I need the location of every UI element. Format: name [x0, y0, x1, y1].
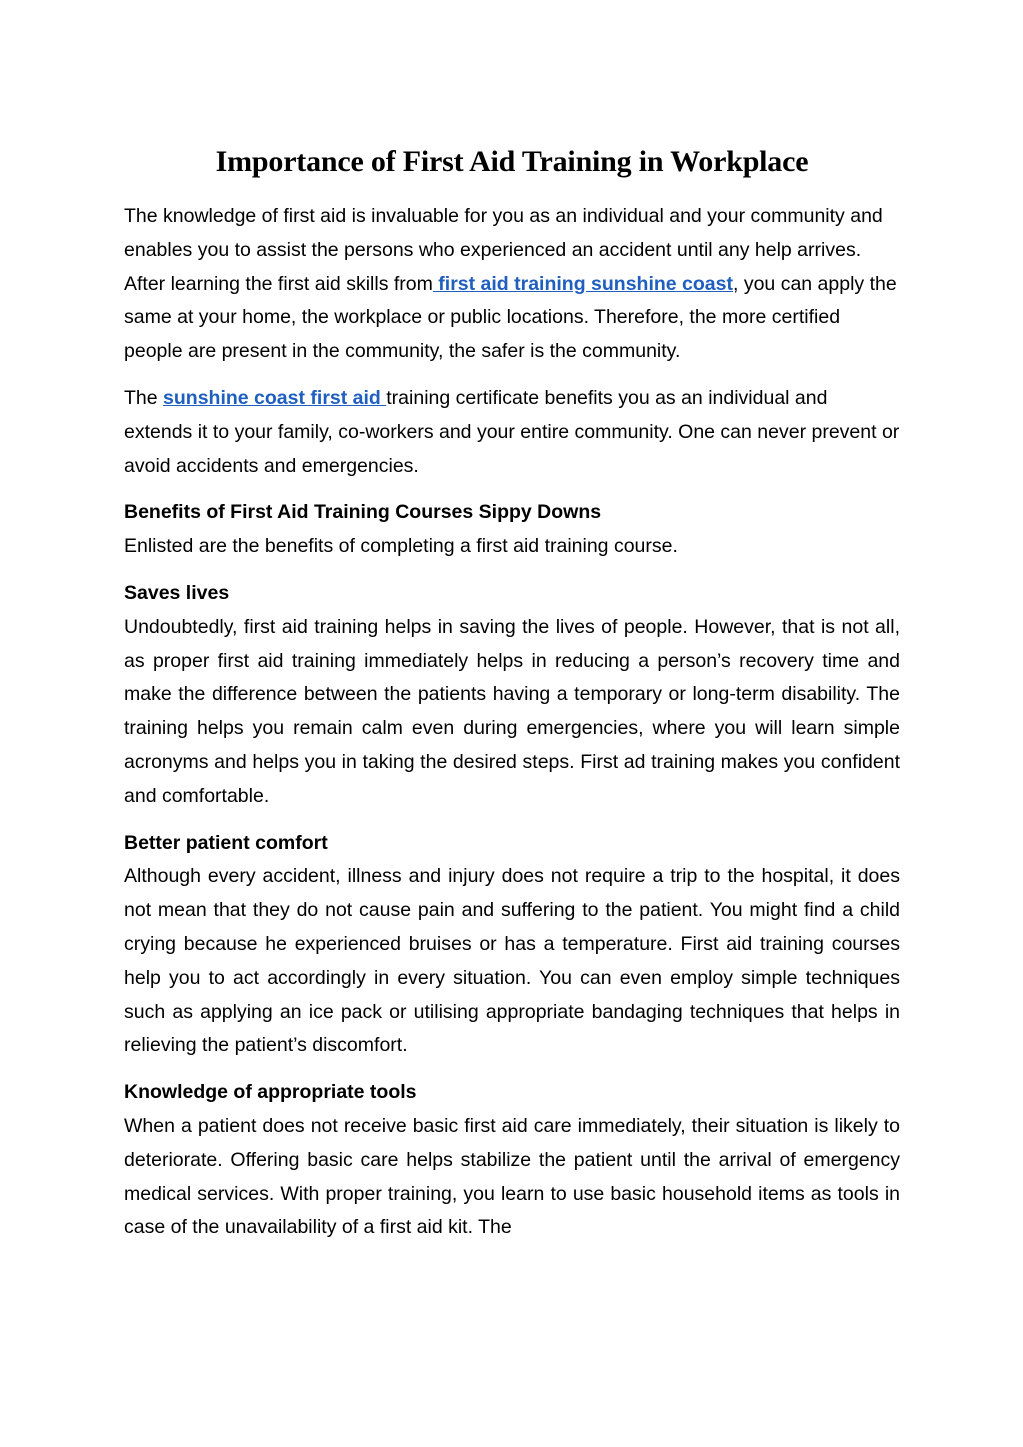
certificate-paragraph: [124, 382, 900, 483]
appropriate-tools-heading: Knowledge of appropriate tools: [124, 1081, 417, 1104]
sunshine-coast-first-aid-link[interactable]: sunshine coast first aid: [163, 386, 387, 409]
intro-paragraph: [124, 200, 900, 369]
benefits-heading: Benefits of First Aid Training Courses Sippy Downs: [124, 501, 602, 524]
patient-comfort-section: [124, 827, 900, 1064]
appropriate-tools-text: When a patient does not receive basic first aid care immediately, their situation is likely to deteriorate. Offering basic care helps stabilize the patient until the arrival of emergency medical services. With proper training, you learn to use basic household items as tools in case of the unavailability of a first aid kit. The: [124, 1114, 900, 1239]
intro-text-2: , you can apply the same at your home, the workplace or public locations. Therefore, the more certified people are present in the community, the safer is the community.: [124, 272, 897, 363]
benefits-section: [124, 496, 900, 564]
page-title: Importance of First Aid Training in Workplace: [215, 145, 809, 178]
appropriate-tools-section: [124, 1076, 900, 1245]
certificate-text-2: training certificate benefits you as an individual and extends it to your family, co-workers and your entire community. One can never prevent or avoid accidents and emergencies.: [124, 386, 900, 477]
patient-comfort-text: Although every accident, illness and injury does not require a trip to the hospital, it does not mean that they do not cause pain and suffering to the patient. You might find a child crying because he experienced bruises or has a temperature. First aid training courses help you to act accordingly in every situation. You can even employ simple techniques such as applying an ice pack or utilising appropriate bandaging techniques that helps in relieving the patient’s discomfort.: [124, 865, 900, 1057]
certificate-text-1: The: [124, 386, 164, 409]
benefits-text: Enlisted are the benefits of completing a first aid training course.: [124, 535, 678, 558]
saves-lives-heading: Saves lives: [124, 581, 230, 604]
first-aid-training-link[interactable]: first aid training sunshine coast: [432, 272, 733, 295]
saves-lives-section: [124, 577, 900, 814]
document-page: [124, 140, 900, 1258]
patient-comfort-heading: Better patient comfort: [124, 831, 328, 854]
saves-lives-text: Undoubtedly, first aid training helps in saving the lives of people. However, that is not all, as proper first aid training immediately helps in reducing a person’s recovery time and make the difference between the patients having a temporary or long-term disability. The training helps you remain calm even during emergencies, where you will learn simple acronyms and helps you in taking the desired steps. First ad training makes you confident and comfortable.: [124, 615, 900, 807]
intro-text-1: The knowledge of first aid is invaluable for you as an individual and your community and enables you to assist the persons who experienced an accident until any help arrives. After learning the first aid skills from: [124, 205, 883, 295]
